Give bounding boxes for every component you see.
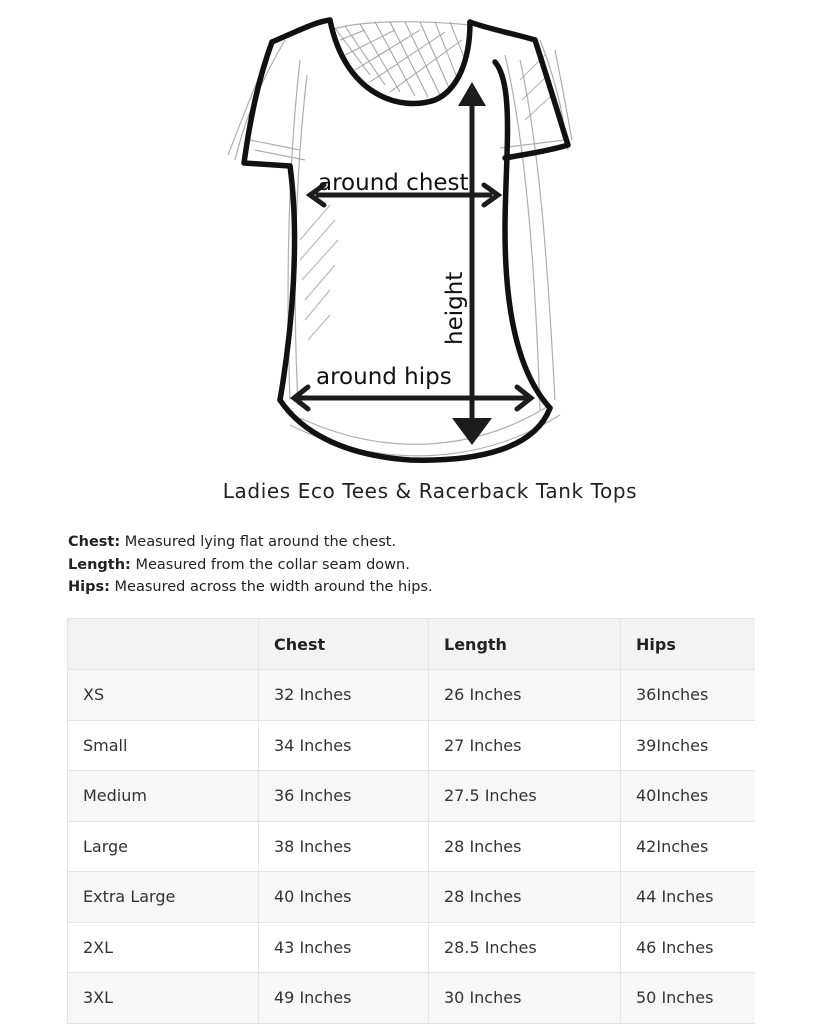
cell-length: 27.5 Inches	[429, 771, 621, 822]
table-row	[68, 670, 755, 721]
table-row	[68, 973, 755, 1024]
definition-chest: Chest: Measured lying flat around the chest.	[68, 534, 397, 550]
cell-chest: 34 Inches	[259, 720, 429, 771]
table-row	[68, 922, 755, 973]
cell-size: Medium	[68, 771, 259, 822]
cell-size: 2XL	[68, 922, 259, 973]
cell-hips: 46 Inches	[621, 922, 755, 973]
label-height: height	[442, 271, 468, 345]
cell-size: Large	[68, 821, 259, 872]
cell-length: 28 Inches	[429, 821, 621, 872]
cell-length: 27 Inches	[429, 720, 621, 771]
cell-chest: 40 Inches	[259, 872, 429, 923]
cell-length: 28.5 Inches	[429, 922, 621, 973]
cell-chest: 49 Inches	[259, 973, 429, 1024]
cell-hips: 36Inches	[621, 670, 755, 721]
cell-hips: 44 Inches	[621, 872, 755, 923]
table-row	[68, 821, 755, 872]
header-chest: Chest	[259, 619, 429, 670]
cell-length: 30 Inches	[429, 973, 621, 1024]
definition-hips: Hips: Measured across the width around the hips.	[68, 579, 433, 595]
cell-chest: 32 Inches	[259, 670, 429, 721]
measurement-definitions	[68, 531, 433, 599]
tshirt-diagram	[0, 0, 819, 470]
tshirt-sketch	[0, 0, 819, 470]
table-row	[68, 872, 755, 923]
definition-length: Length: Measured from the collar seam down.	[68, 556, 410, 573]
cell-size: XS	[68, 670, 259, 721]
size-chart-table	[67, 618, 754, 1024]
cell-size: Small	[68, 720, 259, 771]
cell-hips: 42Inches	[621, 821, 755, 872]
label-around-chest: around chest	[318, 170, 469, 196]
table-header-row	[68, 619, 755, 670]
table-row	[68, 771, 755, 822]
cell-size: 3XL	[68, 973, 259, 1024]
page-title: Ladies Eco Tees & Racerback Tank Tops	[222, 479, 638, 503]
header-hips: Hips	[621, 619, 755, 670]
header-size	[68, 619, 259, 670]
label-around-hips: around hips	[316, 364, 452, 390]
cell-hips: 39Inches	[621, 720, 755, 771]
cell-chest: 43 Inches	[259, 922, 429, 973]
header-length: Length	[429, 619, 621, 670]
cell-hips: 40Inches	[621, 771, 755, 822]
cell-chest: 36 Inches	[259, 771, 429, 822]
table-row	[68, 720, 755, 771]
cell-size: Extra Large	[68, 872, 259, 923]
cell-chest: 38 Inches	[259, 821, 429, 872]
cell-hips: 50 Inches	[621, 973, 755, 1024]
cell-length: 26 Inches	[429, 670, 621, 721]
cell-length: 28 Inches	[429, 872, 621, 923]
